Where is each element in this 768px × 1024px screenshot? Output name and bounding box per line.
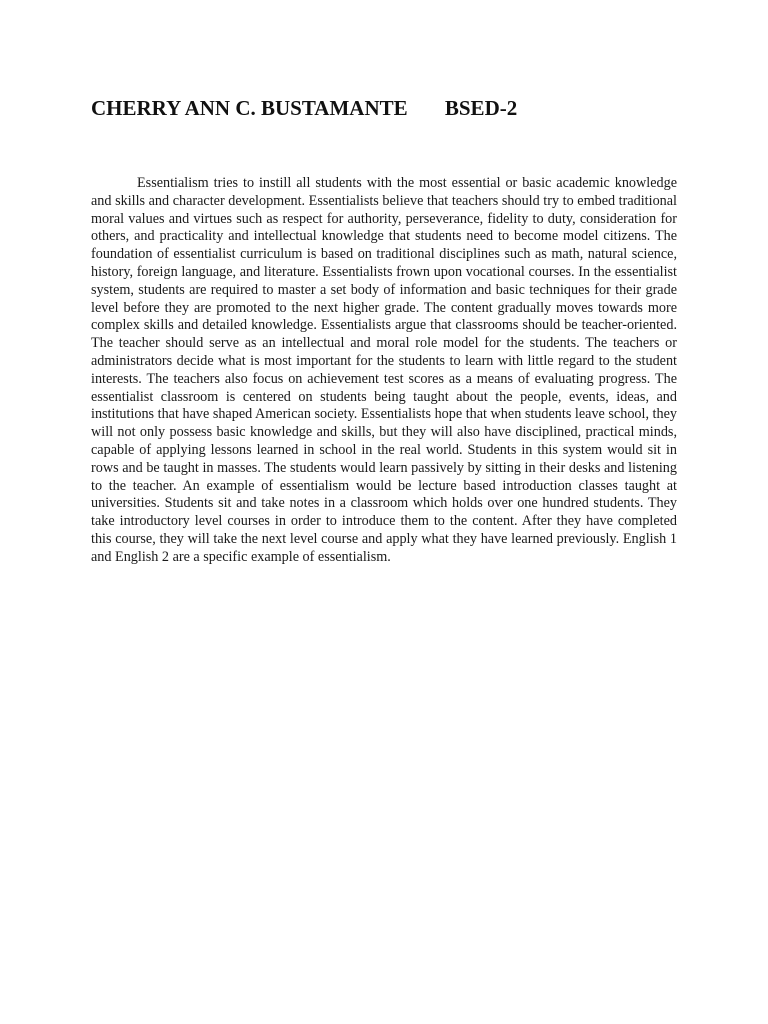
document-heading bbox=[91, 96, 691, 120]
essay-paragraph: Essentialism tries to instill all students with the most essential or basic academic knowledge and skills and character development. Essentialists believe that teachers should try to embed traditional moral values and virtues such as respect for authority, perseverance, fidelity to duty, consideration for others, and practicality and intellectual knowledge that students need to become model citizens. The foundation of essentialist curriculum is based on traditional disciplines such as math, natural science, history, foreign language, and literature. Essentialists frown upon vocational courses. In the essentialist system, students are required to master a set body of information and basic techniques for their grade level before they are promoted to the next higher grade. The content gradually moves towards more complex skills and detailed knowledge. Essentialists argue that classrooms should be teacher-oriented. The teacher should serve as an intellectual and moral role model for the students. The teachers or administrators decide what is most important for the students to learn with little regard to the student interests. The teachers also focus on achievement test scores as a means of evaluating progress. The essentialist classroom is centered on students being taught about the people, events, ideas, and institutions that have shaped American society. Essentialists hope that when students leave school, they will not only possess basic knowledge and skills, but they will also have disciplined, practical minds, capable of applying lessons learned in school in the real world. Students in this system would sit in rows and be taught in masses. The students would learn passively by sitting in their desks and listening to the teacher. An example of essentialism would be lecture based introduction classes taught at universities. Students sit and take notes in a classroom which holds over one hundred students. They take introductory level courses in order to introduce them to the content. After they have completed this course, they will take the next level course and apply what they have learned previously. English 1 and English 2 are a specific example of essentialism. bbox=[91, 175, 677, 565]
author-name: CHERRY ANN C. BUSTAMANTE bbox=[91, 96, 408, 120]
course-code: BSED-2 bbox=[444, 96, 518, 120]
